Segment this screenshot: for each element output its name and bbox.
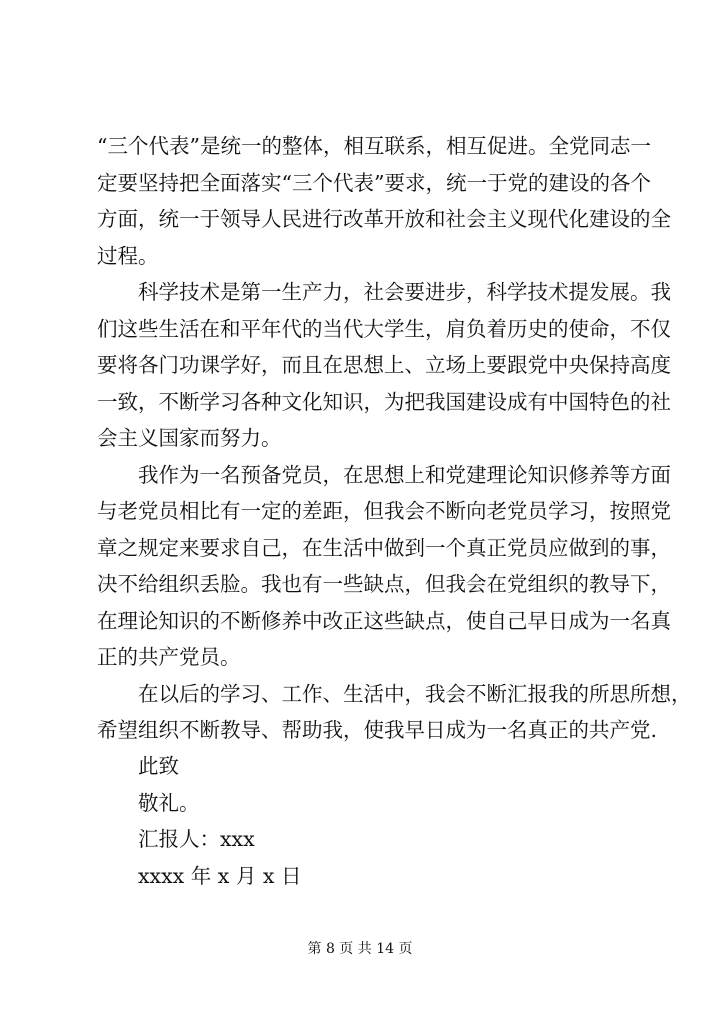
text-line: 与老党员相比有一定的差距，但我会不断向老党员学习，按照党 — [97, 499, 671, 523]
text-line: 过程。 — [97, 243, 159, 268]
text-line: 在理论知识的不断修养中改正这些缺点，使自己早日成为一名真 — [97, 608, 671, 633]
salutation: 此致 — [138, 754, 179, 778]
text-line: 科学技术是第一生产力，社会要进步，科学技术提发展。我 — [138, 280, 671, 304]
text-line: 决不给组织丢脸。我也有一些缺点，但我会在党组织的教导下， — [97, 572, 671, 596]
text-line: 一致，不断学习各种文化知识，为把我国建设成有中国特色的社 — [97, 389, 671, 414]
respect-line: 敬礼。 — [138, 790, 200, 815]
document-body — [97, 128, 692, 749]
text-line: 希望组织不断教导、帮助我，使我早日成为一名真正的共产党. — [97, 718, 658, 742]
paragraph-science-technology — [97, 274, 671, 457]
text-line: 章之规定来要求自己，在生活中做到一个真正党员应做到的事， — [97, 535, 671, 560]
text-line: 正的共产党员。 — [97, 645, 241, 669]
paragraph-three-represents — [97, 128, 671, 274]
text-line: 要将各门功课学好，而且在思想上、立场上要跟党中央保持高度 — [97, 353, 671, 377]
text-line: 会主义国家而努力。 — [97, 426, 282, 450]
text-line: 们这些生活在和平年代的当代大学生，肩负着历史的使命，不仅 — [97, 316, 671, 341]
page-number: 第 8 页 共 14 页 — [307, 941, 413, 957]
text-line: 定要坚持把全面落实“三个代表”要求，统一于党的建设的各个 — [97, 170, 651, 195]
letter-closing — [138, 748, 301, 894]
report-date: xxxx 年 x 月 x 日 — [138, 863, 302, 888]
reporter-signature: 汇报人：xxx — [138, 827, 255, 851]
paragraph-probationary-member — [97, 457, 671, 676]
paragraph-future-reports — [97, 676, 692, 749]
text-line: “三个代表”是统一的整体，相互联系，相互促进。全党同志一 — [97, 134, 651, 158]
page-footer — [0, 938, 720, 958]
text-line: 我作为一名预备党员，在思想上和党建理论知识修养等方面 — [138, 462, 671, 487]
text-line: 方面，统一于领导人民进行改革开放和社会主义现代化建设的全 — [97, 207, 671, 231]
text-line: 在以后的学习、工作、生活中，我会不断汇报我的所思所想， — [138, 681, 692, 706]
